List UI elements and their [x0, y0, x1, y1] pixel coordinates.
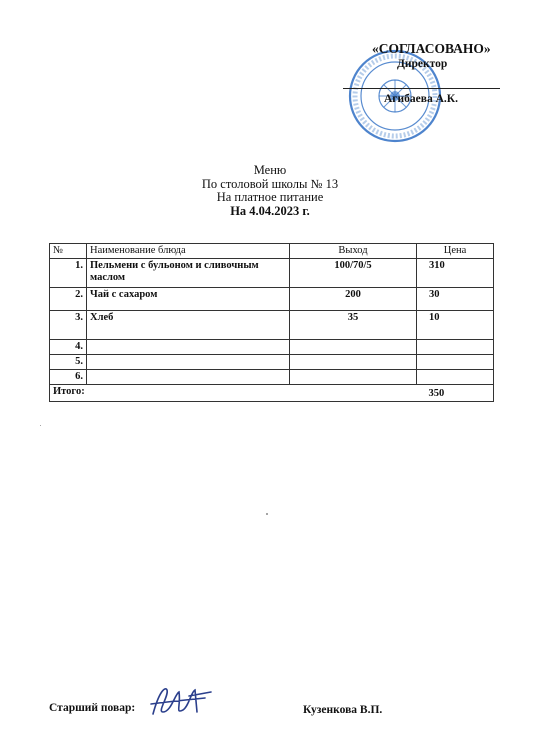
row-price: 10 — [417, 311, 494, 340]
table-total-row — [50, 385, 494, 402]
row-output: 100/70/5 — [290, 259, 417, 288]
approval-title: «СОГЛАСОВАНО» — [372, 41, 491, 56]
heading-type: На платное питание — [216, 190, 324, 204]
row-dish — [87, 370, 290, 385]
row-dish — [87, 340, 290, 355]
approval-role: Директор — [397, 58, 448, 70]
chef-name: Кузенкова В.П. — [303, 704, 383, 716]
header-output: Выход — [290, 244, 417, 259]
row-price: 30 — [417, 288, 494, 311]
row-output — [290, 340, 417, 355]
row-output: 200 — [290, 288, 417, 311]
table-row — [50, 340, 494, 355]
row-dish: Пельмени с бульоном и сливочным маслом — [87, 259, 290, 288]
row-dish: Хлеб — [87, 311, 290, 340]
row-num: 4. — [50, 340, 87, 355]
table-row — [50, 288, 494, 311]
row-num: 1. — [50, 259, 87, 288]
row-price — [417, 370, 494, 385]
table-row — [50, 311, 494, 340]
row-price: 310 — [417, 259, 494, 288]
row-num: 5. — [50, 355, 87, 370]
row-num: 2. — [50, 288, 87, 311]
row-dish: Чай с сахаром — [87, 288, 290, 311]
menu-table — [49, 243, 494, 402]
row-num: 6. — [50, 370, 87, 385]
row-output — [290, 370, 417, 385]
table-row — [50, 370, 494, 385]
row-price — [417, 340, 494, 355]
row-price — [417, 355, 494, 370]
header-price: Цена — [417, 244, 494, 259]
table-header-row — [50, 244, 494, 259]
row-output: 35 — [290, 311, 417, 340]
row-num: 3. — [50, 311, 87, 340]
menu-heading — [160, 164, 380, 218]
row-dish — [87, 355, 290, 370]
row-output — [290, 355, 417, 370]
heading-school: По столовой школы № 13 — [201, 176, 339, 191]
chef-label: Старший повар: — [49, 702, 136, 714]
heading-date: На 4.04.2023 г. — [230, 203, 310, 218]
signature-line — [343, 88, 500, 89]
header-num: № — [50, 244, 87, 259]
table-row — [50, 355, 494, 370]
total-label: Итого: — [50, 385, 417, 402]
total-value: 350 — [417, 385, 494, 402]
heading-title: Меню — [253, 163, 287, 177]
scan-speck — [266, 513, 268, 515]
header-name: Наименование блюда — [87, 244, 290, 259]
approval-name: Агибаева А.К. — [384, 93, 458, 105]
table-row — [50, 259, 494, 288]
scan-speck — [40, 425, 41, 426]
chef-signature — [145, 682, 215, 722]
